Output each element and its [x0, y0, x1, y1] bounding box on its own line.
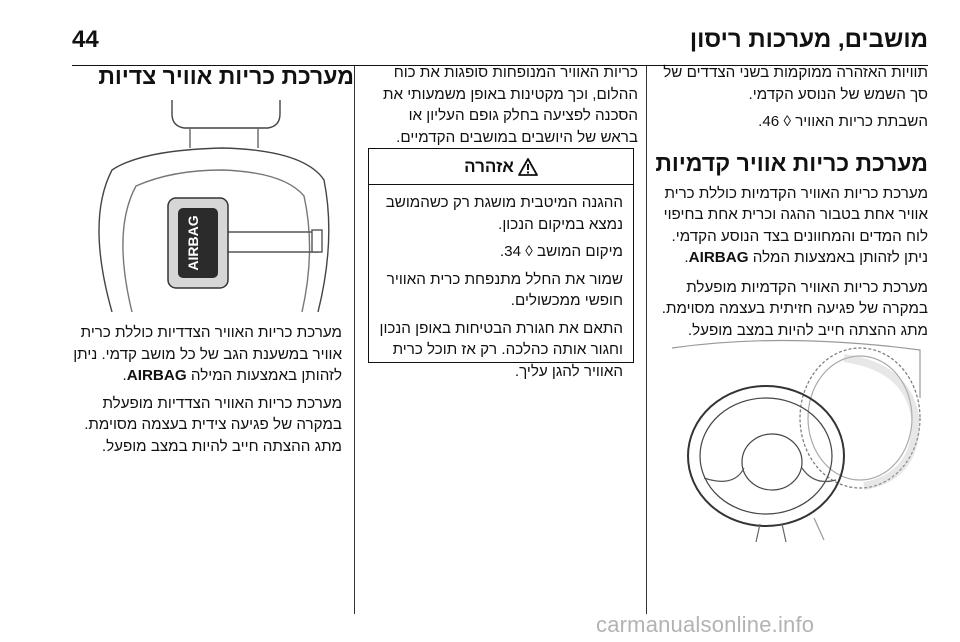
section-heading: מערכת כריות אוויר קדמיות — [655, 149, 928, 176]
paragraph-text: מערכת כריות האוויר הצדדיות כוללת כרית אוויר במשענת הגב של כל מושב קדמי. ניתן לזהותן באמצעות המילה — [73, 324, 342, 384]
column-divider — [354, 66, 355, 614]
chapter-title: מושבים, מערכות ריסון — [689, 26, 928, 53]
section-heading: מערכת כריות אוויר צדיות — [98, 63, 354, 89]
warning-triangle-icon — [518, 158, 538, 176]
left-text — [72, 322, 342, 457]
warning-paragraph: התאם את חגורת הבטיחות באופן הנכון וחגור אותה כהלכה. רק אז תוכל כרית האוויר להגן עליך. — [379, 319, 623, 380]
airbag-label: AIRBAG — [185, 215, 201, 271]
paragraph-text: מערכת כריות האוויר הקדמיות כוללת כרית אוויר אחת בטבור ההגה וכרית אחת בחיפוי לוח המדים והמחוונים בצד הנוסע הקדמי. ניתן לזהותן באמצעות המלה — [663, 184, 928, 266]
page-number: 44 — [72, 26, 99, 53]
warning-title: אזהרה — [464, 156, 514, 176]
paragraph: מערכת כריות האוויר הצדדיות כוללת כרית אוויר במשענת הגב של כל מושב קדמי. ניתן לזהותן באמצעות המילה AIRBAG. — [73, 324, 342, 384]
side-airbag-illustration — [72, 100, 342, 312]
airbag-word: AIRBAG — [688, 249, 749, 266]
middle-column — [368, 62, 638, 148]
column-divider — [646, 66, 647, 614]
warning-body — [369, 185, 633, 382]
watermark[interactable]: carmanualsonline.info — [596, 612, 815, 637]
cross-reference[interactable]: השבתת כריות האוויר ◊ 46. — [758, 113, 928, 130]
right-column — [652, 62, 928, 341]
warning-header — [369, 149, 633, 185]
warning-paragraph: ההגנה המיטבית מושגת רק כשהמושב נמצא במיקום הנכון. — [385, 194, 623, 233]
cross-reference[interactable]: מיקום המושב ◊ 34. — [499, 243, 623, 260]
warning-paragraph: שמור את החלל מתנפחת כרית האוויר חופשי ממכשולים. — [386, 270, 623, 309]
airbag-word: AIRBAG — [126, 367, 187, 384]
warning-box — [368, 148, 634, 380]
paragraph: כריות האוויר המנופחות סופגות את כוח ההלום, וכך מקטינות באופן משמעותי את הסכנה לפציעה בחלק גופם העליון או בראש של היושבים במושבים הקדמיים. — [382, 64, 638, 146]
paragraph: מערכת כריות האוויר הקדמיות כוללת כרית אוויר אחת בטבור ההגה וכרית אחת בחיפוי לוח המדים והמחוונים בצד הנוסע הקדמי. ניתן לזהותן באמצעות המלה AIRBAG. — [663, 184, 928, 266]
front-airbag-illustration — [664, 328, 926, 542]
page-header — [72, 22, 928, 66]
paragraph: מערכת כריות האוויר הקדמיות מופעלת במקרה של פגיעה חזיתית בעצמה מסוימת. מתג ההצתה חייב להיות במצב מופעל. — [661, 278, 928, 339]
paragraph: תוויות האזהרה ממוקמות בשני הצדדים של סך השמש של הנוסע הקדמי. — [663, 64, 928, 103]
paragraph: מערכת כריות האוויר הצדדיות מופעלת במקרה של פגיעה צידית בעצמה מסוימת. מתג ההצתה חייב להיות במצב מופעל. — [84, 394, 342, 455]
